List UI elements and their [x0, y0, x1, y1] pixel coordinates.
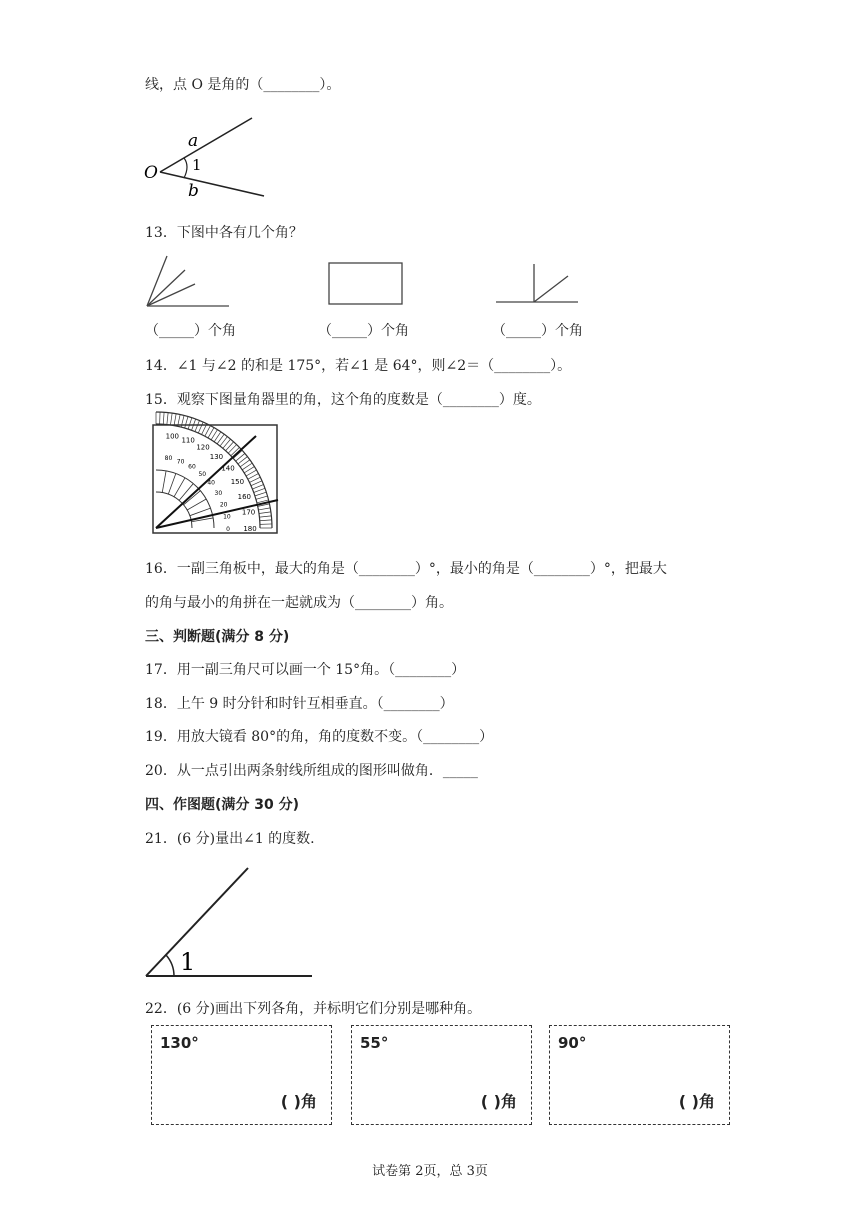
- q12-tail-text: 线，点 O 是角的（________）。: [145, 77, 341, 93]
- protractor-inner-tick-label: 0: [226, 526, 230, 533]
- protractor-inner-tick-label: 40: [207, 479, 215, 487]
- q22-text: 22．(6 分)画出下列各角，并标明它们分别是哪种角。: [145, 1001, 482, 1017]
- protractor-inner-tick-label: 80: [164, 455, 173, 463]
- q12-label-1: 1: [192, 156, 202, 174]
- q22-box-130[interactable]: [151, 1025, 332, 1125]
- q15-protractor-figure: [152, 424, 280, 536]
- q16-text-line1: 16．一副三角板中，最大的角是（________）°，最小的角是（________）°，把最大: [145, 561, 667, 577]
- protractor-outer-tick-label: 180: [243, 525, 257, 533]
- section-4-heading: 四、作图题(满分 30 分): [145, 797, 300, 813]
- protractor-outer-tick-label: 160: [237, 492, 252, 501]
- q20-text: 20．从一点引出两条射线所组成的图形叫做角．_____: [145, 763, 478, 779]
- protractor-outer-tick-label: 100: [165, 432, 180, 441]
- q22-box-degree: 90°: [558, 1034, 587, 1052]
- protractor-outer-tick-label: 120: [196, 443, 210, 452]
- q22-box-90[interactable]: [549, 1025, 730, 1125]
- protractor-inner-tick-label: 60: [188, 463, 196, 471]
- q22-box-angle-type: ( )角: [280, 1092, 317, 1111]
- q22-box-55[interactable]: [351, 1025, 532, 1125]
- q13-right-angle-figure: [494, 262, 584, 306]
- q12-label-b: b: [188, 181, 199, 201]
- q18-text: 18．上午 9 时分针和时针互相垂直。（________）: [145, 696, 454, 712]
- protractor-inner-tick-label: 20: [219, 501, 228, 509]
- q21-text: 21．(6 分)量出∠1 的度数.: [145, 831, 315, 847]
- q17-text: 17．用一副三角尺可以画一个 15°角。（________）: [145, 662, 466, 678]
- q22-box-angle-type: ( )角: [480, 1092, 517, 1111]
- q21-angle-figure: [144, 864, 316, 980]
- protractor-outer-tick-label: 130: [209, 452, 224, 461]
- q13-fan-figure: [145, 252, 235, 312]
- q16-text-line2: 的角与最小的角拼在一起就成为（________）角。: [145, 595, 453, 611]
- protractor-outer-tick-label: 170: [241, 508, 256, 517]
- protractor-inner-tick-label: 50: [198, 470, 207, 478]
- protractor-outer-tick-label: 110: [181, 436, 195, 445]
- protractor-inner-tick-label: 10: [223, 513, 231, 521]
- protractor-inner-tick-label: 30: [214, 490, 223, 497]
- section-3-heading: 三、判断题(满分 8 分): [145, 629, 290, 645]
- q22-box-degree: 55°: [360, 1034, 389, 1052]
- q14-text: 14．∠1 与∠2 的和是 175°，若∠1 是 64°，则∠2＝（________）。: [145, 358, 572, 374]
- q22-box-angle-type: ( )角: [678, 1092, 715, 1111]
- q22-box-degree: 130°: [160, 1034, 199, 1052]
- q12-label-a: a: [188, 131, 199, 151]
- q13-blank-1[interactable]: （_____）个角: [145, 323, 236, 339]
- protractor-outer-tick-label: 150: [230, 478, 245, 486]
- q21-angle-label: 1: [180, 948, 196, 976]
- q12-angle-figure: [140, 110, 270, 200]
- q13-blank-2[interactable]: （_____）个角: [318, 323, 409, 339]
- q13-blank-3[interactable]: （_____）个角: [492, 323, 583, 339]
- page-footer: 试卷第 2页，总 3页: [372, 1164, 488, 1179]
- q12-label-o: O: [144, 163, 158, 183]
- q15-text: 15．观察下图量角器里的角，这个角的度数是（________）度。: [145, 392, 541, 408]
- q19-text: 19．用放大镜看 80°的角，角的度数不变。（________）: [145, 729, 494, 745]
- protractor-outer-tick-label: 140: [221, 464, 235, 473]
- q13-text: 13．下图中各有几个角？: [145, 225, 303, 241]
- protractor-inner-tick-label: 70: [176, 458, 185, 466]
- q13-rectangle-figure: [328, 262, 404, 306]
